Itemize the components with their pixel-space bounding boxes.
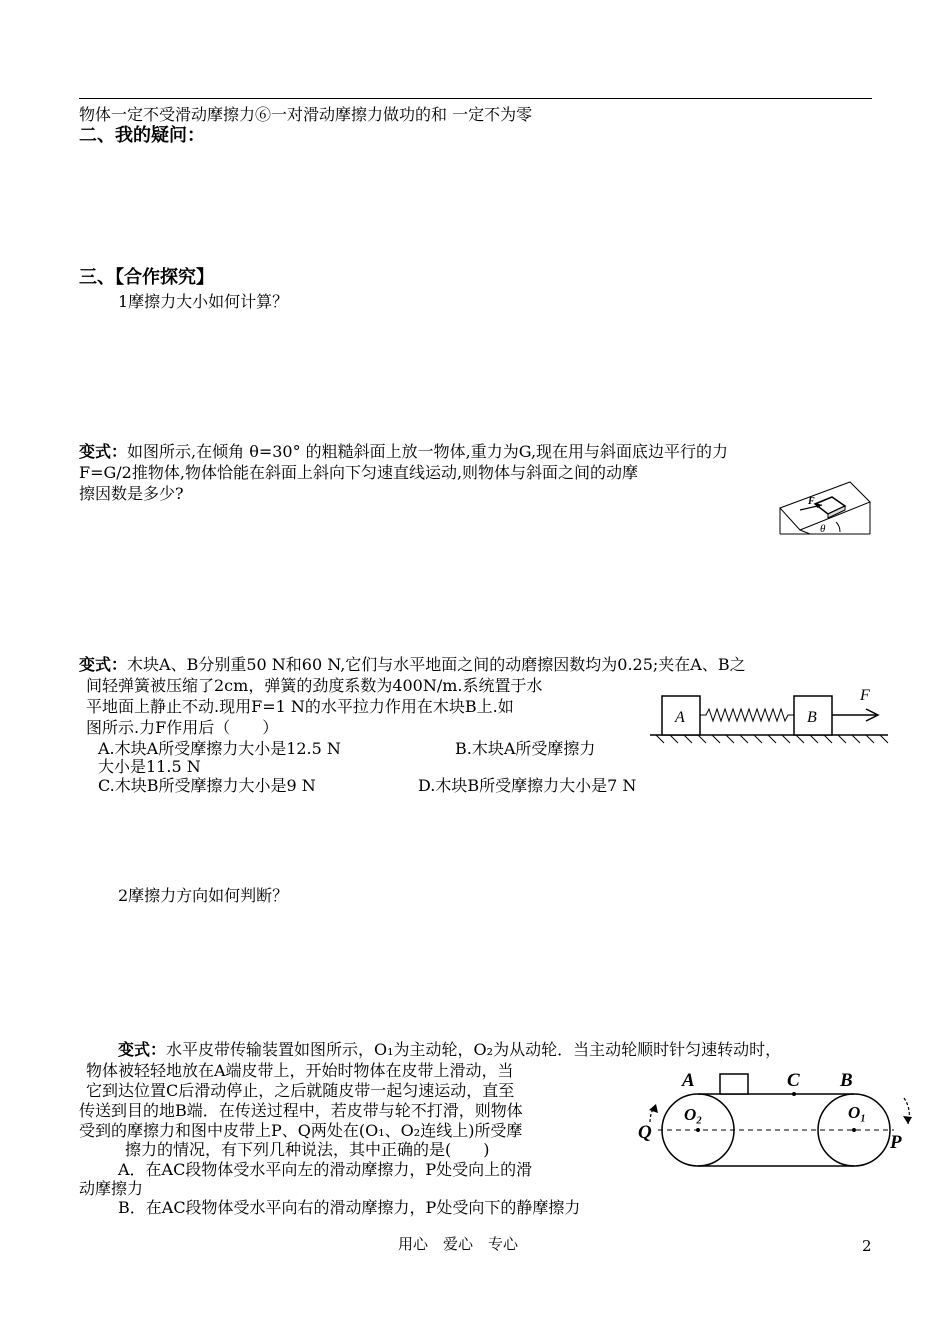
force-F-label: F xyxy=(860,687,870,704)
spring xyxy=(700,709,794,721)
variant-2-line3: 平地面上静止不动.现用F=1 N的水平拉力作用在木块B上.如 xyxy=(86,697,514,716)
variant-3-line4: 传送到目的地B端．在传送过程中，若皮带与轮不打滑，则物体 xyxy=(79,1101,523,1120)
option-c: C.木块B所受摩擦力大小是9 N xyxy=(98,776,316,795)
option-b: B.木块A所受摩擦力 xyxy=(455,739,596,758)
section-3-heading: 三、【合作探究】 xyxy=(79,267,214,288)
label-C: C xyxy=(787,1070,800,1091)
option-a: A.木块A所受摩擦力大小是12.5 N xyxy=(98,739,341,758)
variant-3-line5: 受到的摩擦力和图中皮带上P、Q两处在(O₁、O₂连线上)所受摩 xyxy=(79,1121,523,1140)
variant-2-line1 xyxy=(79,655,746,675)
variant-label: 变式： xyxy=(79,655,128,674)
label-O2: O₂ xyxy=(684,1105,703,1124)
variant-label: 变式： xyxy=(118,1040,167,1059)
variant-1-line1 xyxy=(79,442,728,462)
label-B: B xyxy=(840,1070,853,1091)
label-A: A xyxy=(682,1070,695,1091)
block-a-label: A xyxy=(675,709,685,726)
figure-theta-label: θ xyxy=(820,523,826,535)
figure-F-label: F xyxy=(808,496,815,507)
label-Q: Q xyxy=(638,1122,652,1143)
footer-motto: 用心 爱心 专心 xyxy=(398,1235,519,1253)
carryover-line: 物体一定不受滑动摩擦力⑥一对滑动摩擦力做功的和 一定不为零 xyxy=(79,105,533,124)
option-d: D.木块B所受摩擦力大小是7 N xyxy=(418,776,637,795)
variant-3-text: 水平皮带传输装置如图所示，O₁为主动轮，O₂为从动轮．当主动轮顺时针匀速转动时， xyxy=(166,1040,782,1059)
section-2-heading: 二、我的疑问： xyxy=(79,125,205,146)
conveyor-belt-figure xyxy=(632,1064,917,1174)
variant-label: 变式： xyxy=(79,442,128,461)
question-1-title: 1摩擦力大小如何计算？ xyxy=(118,292,289,311)
variant-1-text: 如图所示,在倾角 θ=30° 的粗糙斜面上放一物体,重力为G,现在用与斜面底边平行的力 xyxy=(127,442,729,461)
variant-1-line3: 擦因数是多少? xyxy=(79,484,184,503)
label-O1: O₁ xyxy=(848,1103,867,1122)
variant-2-line4: 图所示.力F作用后（ ） xyxy=(86,718,279,737)
page-number: 2 xyxy=(862,1237,872,1255)
variant-2-text: 木块A、B分别重50 N和60 N,它们与水平地面之间的动磨擦因数均为0.25;夹在A、B之 xyxy=(127,655,746,674)
variant-1-line2: F=G/2推物体,物体恰能在斜面上斜向下匀速直线运动,则物体与斜面之间的动摩 xyxy=(79,463,639,482)
option-a-cont: 动摩擦力 xyxy=(79,1179,144,1198)
variant-2-line2: 间轻弹簧被压缩了2cm，弹簧的劲度系数为400N/m.系统置于水 xyxy=(86,676,543,695)
block-b-label: B xyxy=(807,709,817,726)
header-rule xyxy=(79,98,872,99)
variant-3-line2: 物体被轻轻地放在A端皮带上，开始时物体在皮带上滑动，当 xyxy=(86,1061,514,1080)
option-a: A．在AC段物体受水平向左的滑动摩擦力，P处受向上的滑 xyxy=(118,1160,533,1179)
variant-3-line6: 擦力的情况，有下列几种说法，其中正确的是( ) xyxy=(125,1140,490,1159)
option-b: B．在AC段物体受水平向右的滑动摩擦力，P处受向下的静摩擦力 xyxy=(118,1198,581,1217)
package-box xyxy=(720,1074,748,1094)
label-P: P xyxy=(890,1132,902,1153)
variant-3-line3: 它到达位置C后滑动停止，之后就随皮带一起匀速运动，直至 xyxy=(86,1081,515,1100)
variant-3-line1 xyxy=(118,1040,781,1060)
spring-blocks-figure xyxy=(650,680,890,748)
option-b-cont: 大小是11.5 N xyxy=(98,757,201,776)
incline-figure xyxy=(770,474,875,540)
question-2-title: 2摩擦力方向如何判断？ xyxy=(118,886,289,905)
